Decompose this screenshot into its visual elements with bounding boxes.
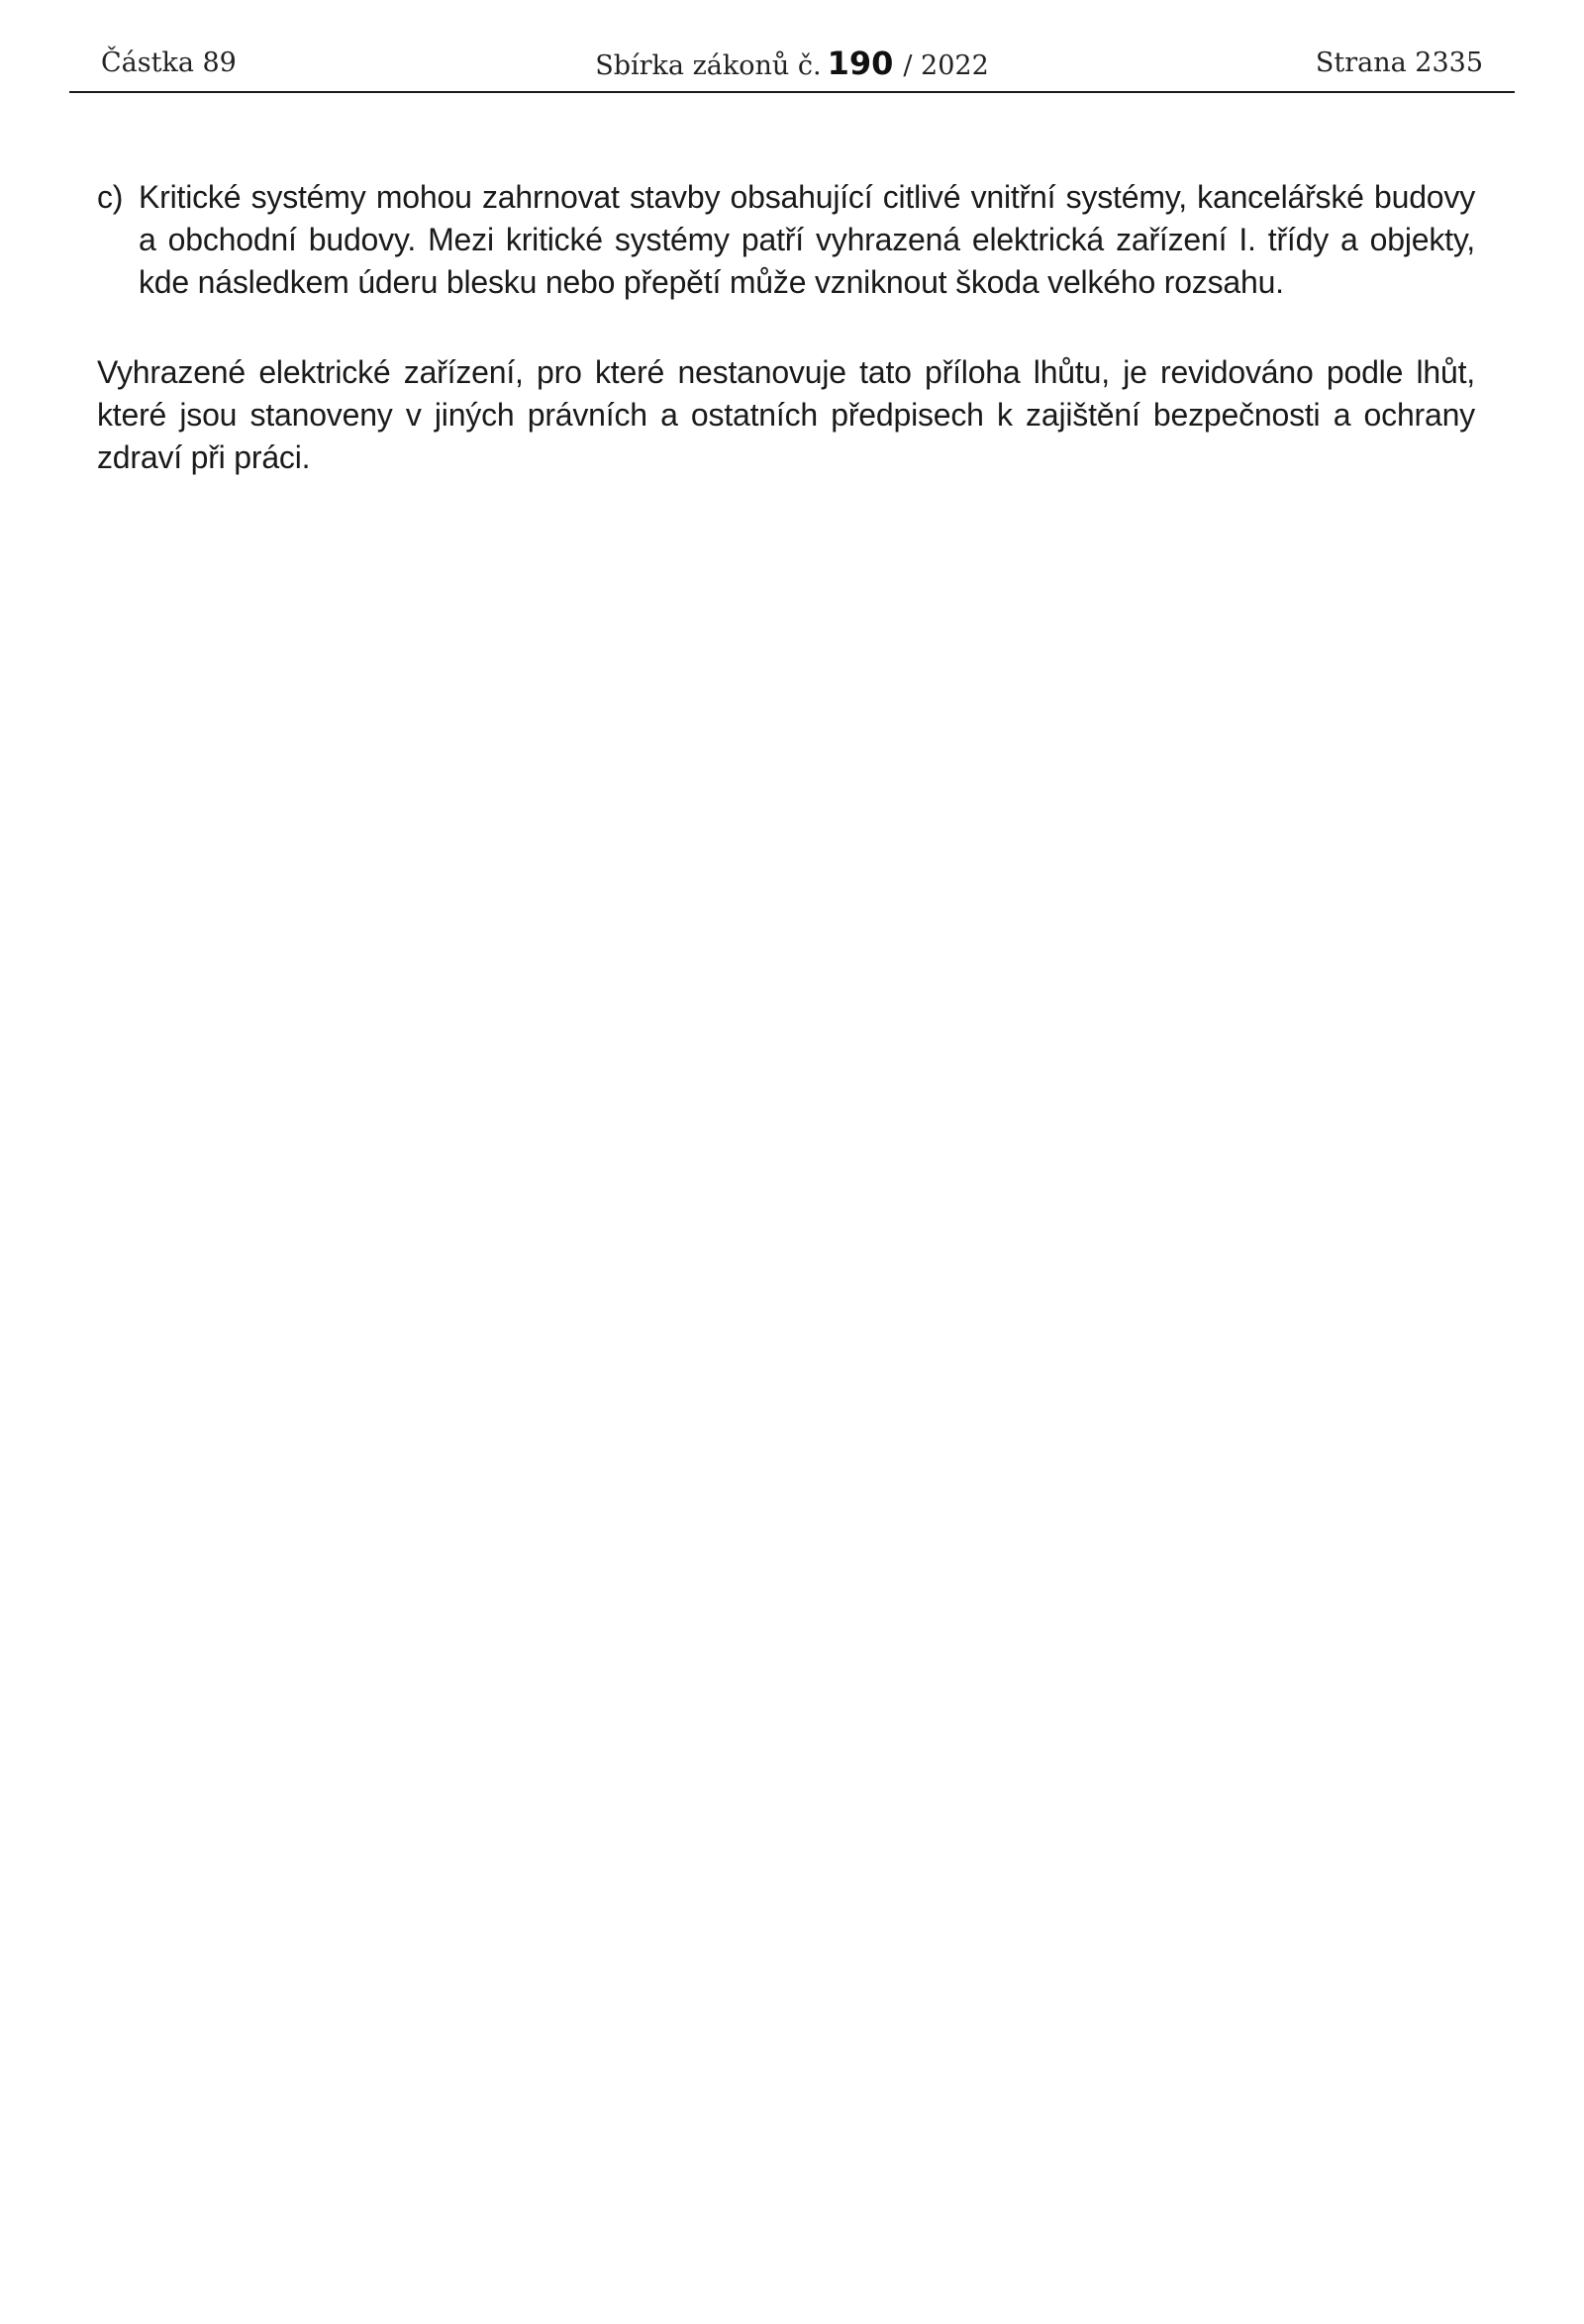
list-item-c: [97, 176, 1475, 304]
header-issue: Částka 89: [101, 48, 237, 78]
list-marker: c): [97, 179, 124, 215]
list-item-text: Kritické systémy mohou zahrnovat stavby obsahující citlivé vnitřní systémy, kancelářské budovy a obchodní budovy. Mezi kritické systémy patří vyhrazená elektrická zařízení I. třídy a objekty, kde následkem úderu blesku nebo přepětí může vzniknout škoda velkého rozsahu.: [139, 179, 1475, 300]
body-paragraph: Vyhrazené elektrické zařízení, pro které nestanovuje tato příloha lhůtu, je revidováno podle lhůt, které jsou stanoveny v jiných právních a ostatních předpisech k zajištění bezpečnosti a ochrany zdraví při práci.: [97, 354, 1475, 475]
header-page-number: Strana 2335: [1315, 48, 1483, 78]
page-header: [69, 44, 1515, 93]
document-body: [97, 176, 1475, 479]
header-law-number: 190: [827, 45, 894, 82]
header-year: / 2022: [903, 50, 989, 81]
header-collection: [69, 46, 1515, 84]
header-collection-prefix: Sbírka zákonů č.: [595, 50, 822, 81]
